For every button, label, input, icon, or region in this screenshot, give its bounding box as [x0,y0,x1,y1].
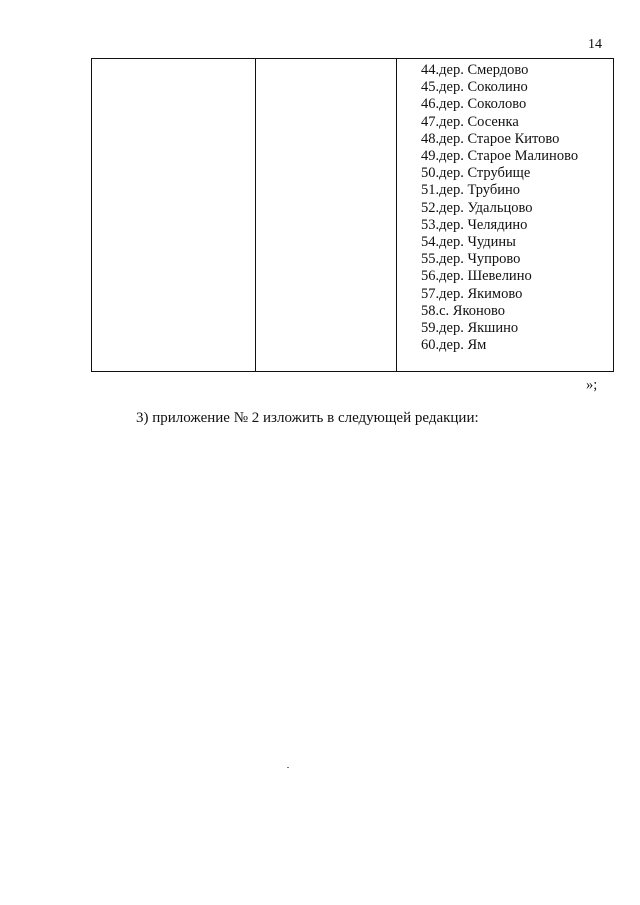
list-item: 60.дер. Ям [421,337,487,354]
list-item: 44.дер. Смердово [421,62,529,78]
list-item: 55.дер. Чупрово [421,251,521,268]
amendment-paragraph: 3) приложение № 2 изложить в следующей редакции: [136,410,479,426]
list-item: 49.дер. Старое Малиново [421,148,579,165]
table-cell-settlements [397,59,614,372]
scan-speck [287,767,289,768]
page-number: 14 [588,37,602,52]
list-item: 50.дер. Струбище [421,165,531,182]
table-cell-empty-2 [256,59,397,372]
list-item: 46.дер. Соколово [421,96,527,113]
list-item: 58.с. Яконово [421,302,506,319]
list-item: 52.дер. Удальцово [421,199,533,216]
settlements-table [91,58,614,372]
list-item: 45.дер. Соколино [421,79,528,96]
list-item: 53.дер. Челядино [421,216,528,233]
list-item: 59.дер. Якшино [421,320,519,337]
list-item: 48.дер. Старое Китово [421,130,560,147]
table-cell-empty-1 [92,59,256,372]
closing-quote: »; [586,377,598,393]
table-row [92,59,614,372]
list-item: 47.дер. Сосенка [421,113,519,130]
list-item: 54.дер. Чудины [421,234,516,251]
list-item: 57.дер. Якимово [421,285,523,302]
list-item: 51.дер. Трубино [421,182,521,199]
list-item: 56.дер. Шевелино [421,268,532,285]
village-list [397,59,613,354]
